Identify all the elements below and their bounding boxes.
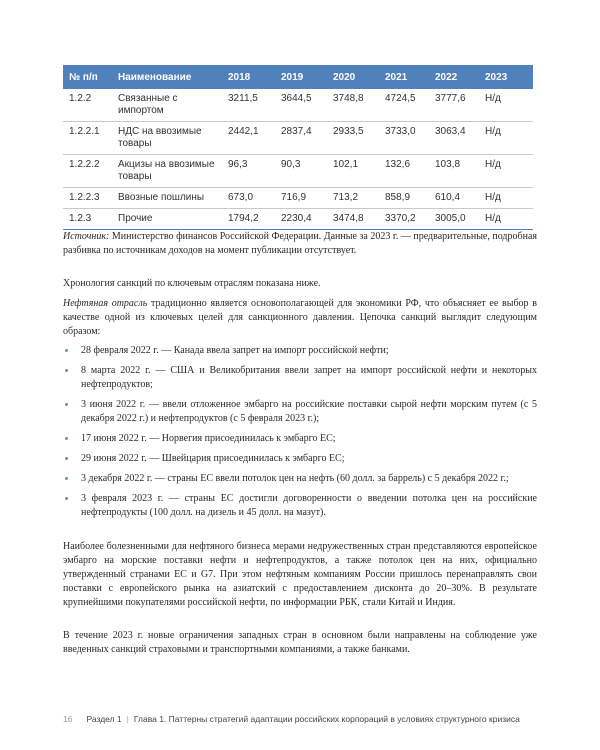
- table-cell: Прочие: [112, 209, 222, 230]
- oil-text: традиционно является основополагающей для экономики РФ, что объясняет ее выбор в качестве одной из ключевых целей для санкционного давления. Цепочка санкций выглядит следующим образом:: [63, 298, 537, 337]
- footer-chapter: Глава 1. Паттерны стратегий адаптации российских корпораций в условиях структурного кризиса: [133, 714, 520, 724]
- painful-measures-paragraph: Наиболее болезненными для нефтяного бизнеса мерами недружественных стран представляются европейское эмбарго на морские поставки нефти и нефтепродуктов, а также потолок цен на них, официально утвержденный странами ЕС и G7. При этом нефтяным компаниям России пришлось перенаправлять свои поставки с европейского рынка на азиатский с предоставлением дисконта до 20–30%. В результате крупнейшими покупателями российской нефти, по информации РБК, стали Китай и Индия.: [63, 541, 537, 608]
- table-row: [63, 188, 533, 209]
- table-cell: Ввозные пошлины: [112, 188, 222, 209]
- table-cell: Н/д: [479, 209, 533, 230]
- table-cell: Н/д: [479, 122, 533, 155]
- restrictions-2023-paragraph: В течение 2023 г. новые ограничения западных стран в основном были направлены на соблюдение уже введенных санкций страховыми и транспортными компаниями, а также банками.: [63, 630, 537, 655]
- header-2018: 2018: [228, 71, 251, 83]
- revenue-table: [63, 65, 533, 230]
- page-footer: [63, 714, 520, 724]
- table-cell: 3211,5: [222, 89, 275, 122]
- list-item-text: 3 февраля 2023 г. — страны ЕС достигли договоренности о введении потолка цен на российские нефтепродукты (100 долл. на дизель и 45 долл. на мазут).: [81, 493, 537, 518]
- table-cell: 673,0: [222, 188, 275, 209]
- table-cell: 713,2: [327, 188, 379, 209]
- header-2021: 2021: [385, 71, 408, 83]
- table-cell: 4724,5: [379, 89, 429, 122]
- table-cell: Акцизы на ввозимые товары: [112, 155, 222, 188]
- footer-separator: |: [126, 714, 129, 724]
- header-2023: 2023: [485, 71, 508, 83]
- table-cell: 3733,0: [379, 122, 429, 155]
- table-cell: 103,8: [429, 155, 479, 188]
- header-number: № п/п: [69, 71, 98, 83]
- header-2019: 2019: [281, 71, 304, 83]
- oil-lead: Нефтяная отрасль: [63, 298, 148, 309]
- table-cell: 1.2.2.2: [63, 155, 112, 188]
- table-cell: 2933,5: [327, 122, 379, 155]
- bullet-icon: [65, 477, 68, 480]
- footer-section: Раздел 1: [86, 714, 122, 724]
- table-cell: 3748,8: [327, 89, 379, 122]
- list-item: [63, 452, 537, 466]
- table-cell: 90,3: [275, 155, 327, 188]
- table-cell: 1794,2: [222, 209, 275, 230]
- list-item-text: 29 июня 2022 г. — Швейцария присоединилась к эмбарго ЕС;: [81, 453, 345, 464]
- table-cell: 610,4: [429, 188, 479, 209]
- bullet-icon: [65, 369, 68, 372]
- table-cell: Н/д: [479, 89, 533, 122]
- bullet-icon: [65, 403, 68, 406]
- table-cell: 2837,4: [275, 122, 327, 155]
- list-item: [63, 398, 537, 426]
- table-row: [63, 122, 533, 155]
- intro-paragraph: Хронология санкций по ключевым отраслям показана ниже.: [63, 278, 321, 289]
- list-item: [63, 344, 537, 358]
- table-cell: 102,1: [327, 155, 379, 188]
- source-label: Источник:: [63, 231, 110, 242]
- table-row: [63, 155, 533, 188]
- list-item: [63, 492, 537, 520]
- list-item: [63, 364, 537, 392]
- table-cell: 3777,6: [429, 89, 479, 122]
- table-cell: 3474,8: [327, 209, 379, 230]
- bullet-icon: [65, 497, 68, 500]
- list-item-text: 8 марта 2022 г. — США и Великобритания ввели запрет на импорт российской нефти и некоторых нефтепродуктов;: [81, 365, 537, 390]
- source-text: Министерство финансов Российской Федерации. Данные за 2023 г. — предварительные, подробная разбивка по источникам доходов на момент публикации отсутствует.: [63, 231, 537, 256]
- oil-paragraph: [63, 297, 537, 339]
- table-cell: 3644,5: [275, 89, 327, 122]
- bullet-icon: [65, 457, 68, 460]
- table-cell: 3370,2: [379, 209, 429, 230]
- header-2022: 2022: [435, 71, 458, 83]
- header-name: Наименование: [118, 71, 192, 83]
- list-item: [63, 432, 537, 446]
- table-cell: Н/д: [479, 188, 533, 209]
- page-number: 16: [63, 714, 73, 724]
- list-item-text: 28 февраля 2022 г. — Канада ввела запрет на импорт российской нефти;: [81, 345, 389, 356]
- source-note: [63, 230, 537, 258]
- table-row: [63, 209, 533, 230]
- table-cell: НДС на ввозимые товары: [112, 122, 222, 155]
- list-item-text: 3 июня 2022 г. — ввели отложенное эмбарго на российские поставки сырой нефти морским путем (с 5 декабря 2022 г.) и нефтепродуктов (с 5 февраля 2023 г.);: [81, 399, 537, 424]
- table-cell: 132,6: [379, 155, 429, 188]
- table-cell: 716,9: [275, 188, 327, 209]
- list-item: [63, 472, 537, 486]
- list-item-text: 17 июня 2022 г. — Норвегия присоединилась к эмбарго ЕС;: [81, 433, 336, 444]
- table-cell: 2230,4: [275, 209, 327, 230]
- table-cell: 96,3: [222, 155, 275, 188]
- table-row: [63, 89, 533, 122]
- table-cell: 1.2.2: [63, 89, 112, 122]
- table-cell: Н/д: [479, 155, 533, 188]
- table-cell: 1.2.2.3: [63, 188, 112, 209]
- header-2020: 2020: [333, 71, 356, 83]
- table-cell: 1.2.2.1: [63, 122, 112, 155]
- list-item-text: 3 декабря 2022 г. — страны ЕС ввели потолок цен на нефть (60 долл. за баррель) с 5 декабря 2022 г.;: [81, 473, 509, 484]
- sanctions-list: [63, 344, 537, 526]
- table-cell: 1.2.3: [63, 209, 112, 230]
- bullet-icon: [65, 437, 68, 440]
- table-cell: 3005,0: [429, 209, 479, 230]
- table-cell: 2442,1: [222, 122, 275, 155]
- table-header-row: [63, 65, 533, 89]
- table-cell: 3063,4: [429, 122, 479, 155]
- bullet-icon: [65, 349, 68, 352]
- table-cell: 858,9: [379, 188, 429, 209]
- table-cell: Связанные с импортом: [112, 89, 222, 122]
